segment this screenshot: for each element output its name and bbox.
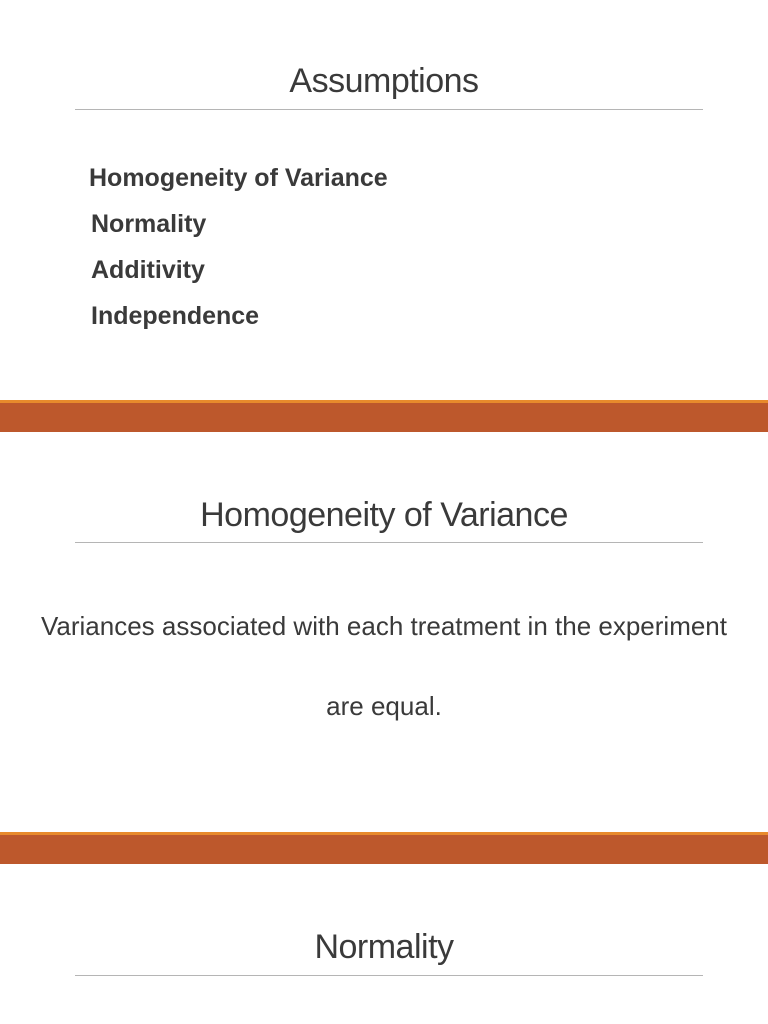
title-divider: [75, 109, 703, 110]
slide-normality: [0, 864, 768, 1024]
body-paragraph: are equal.: [326, 691, 442, 721]
slide-separator: [0, 400, 768, 432]
slide-title: Normality: [314, 928, 454, 966]
list-item: Homogeneity of Variance: [89, 164, 388, 192]
slide-assumptions: [0, 0, 768, 400]
list-item: Independence: [91, 302, 260, 330]
title-divider: [75, 975, 703, 976]
slide-title: Homogeneity of Variance: [200, 496, 568, 534]
list-item: Additivity: [91, 256, 205, 284]
slide-title: Assumptions: [289, 62, 479, 100]
list-item: Normality: [91, 210, 207, 238]
slide-separator: [0, 832, 768, 864]
body-paragraph: Variances associated with each treatment in the experiment: [41, 611, 727, 641]
slide-homogeneity-of-variance: [0, 432, 768, 832]
title-divider: [75, 542, 703, 543]
assumptions-list: [89, 160, 388, 344]
